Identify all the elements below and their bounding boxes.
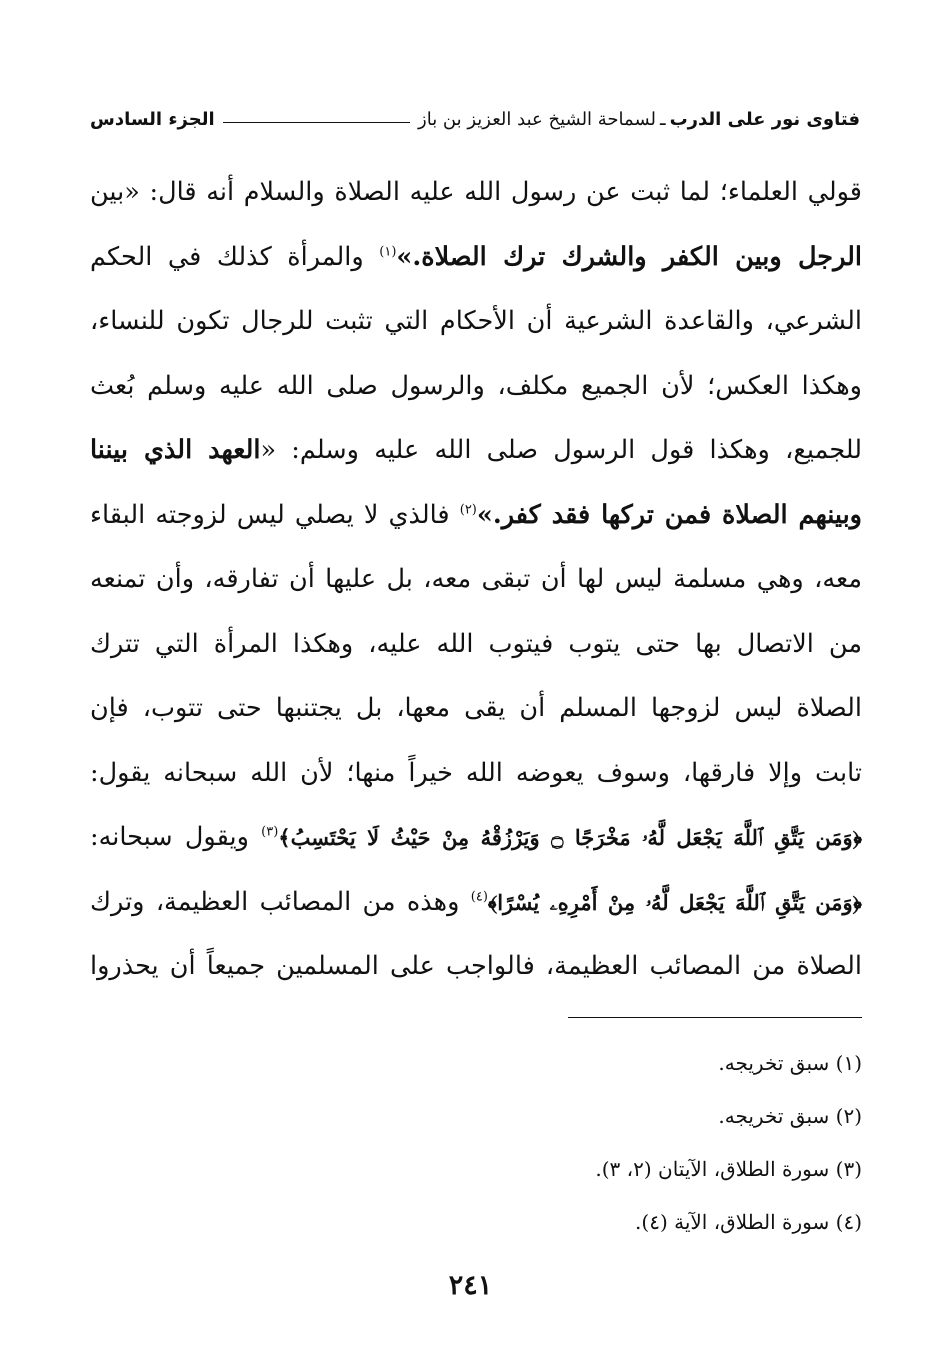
text-segment: فالذي لا يصلي ليس لزوجته البقاء — [90, 499, 460, 530]
footnote-ref-4: (٤) — [470, 889, 488, 904]
body-text — [90, 160, 862, 999]
footnote-ref-3: (٣) — [261, 824, 279, 840]
text-segment: والمرأة كذلك في الحكم — [90, 241, 380, 272]
author-name: لسماحة الشيخ عبد العزيز بن باز — [418, 108, 656, 130]
text-segment: للجميع، وهكذا قول الرسول صلى الله عليه وسلم: « — [260, 435, 863, 465]
hadith-quote: العهد الذي بيننا — [90, 435, 261, 465]
footnotes — [300, 1043, 862, 1255]
text-segment: ويقول سبحانه: — [90, 822, 262, 852]
footnote-4: (٤) سورة الطلاق، الآية (٤). — [635, 1210, 862, 1234]
text-line-8: من الاتصال بها حتى يتوب فيتوب الله عليه، وهكذا المرأة التي تترك — [90, 628, 862, 659]
text-line-6 — [90, 483, 862, 548]
text-line-13: الصلاة من المصائب العظيمة، فالواجب على المسلمين جميعاً أن يحذروا — [90, 951, 862, 981]
footnote-1: (١) سبق تخريجه. — [718, 1051, 862, 1075]
book-title: فتاوى نور على الدرب — [669, 108, 860, 130]
text-line-4: وهكذا العكس؛ لأن الجميع مكلف، والرسول صلى الله عليه وسلم بُعث — [90, 370, 862, 401]
text-line-3: الشرعي، والقاعدة الشرعية أن الأحكام التي تثبت للرجال تكون للنساء، — [90, 306, 862, 336]
footnote-ref-2: (٢) — [459, 502, 477, 517]
text-line-7: معه، وهي مسلمة ليس لها أن تبقى معه، بل عليها أن تفارقه، وأن تمنعه — [90, 564, 862, 594]
volume-label: الجزء السادس — [90, 108, 215, 130]
text-line-11 — [90, 805, 862, 870]
text-segment: وهذه من المصائب العظيمة، وترك — [90, 886, 471, 917]
text-line-10: تابت وإلا فارقها، وسوف يعوضه الله خيراً منها؛ لأن الله سبحانه يقول: — [90, 757, 862, 788]
text-line-2 — [90, 225, 862, 290]
footnote-ref-1: (١) — [379, 244, 397, 259]
text-line-5 — [90, 418, 862, 483]
header-rule — [223, 122, 410, 123]
header-separator: ـ — [660, 108, 666, 130]
hadith-quote: وبينهم الصلاة فمن تركها فقد كفر.» — [476, 499, 862, 530]
text-line-9: الصلاة ليس لزوجها المسلم أن يقى معها، بل يجتنبها حتى تتوب، فإن — [90, 693, 862, 723]
footnote-divider — [568, 1017, 862, 1018]
footnote-2: (٢) سبق تخريجه. — [718, 1104, 862, 1128]
text-line-1: قولي العلماء؛ لما ثبت عن رسول الله عليه الصلاة والسلام أنه قال: «بين — [90, 177, 862, 207]
text-line-12 — [90, 870, 862, 935]
hadith-quote: الرجل وبين الكفر والشرك ترك الصلاة.» — [396, 241, 862, 272]
running-header — [90, 108, 860, 130]
footnote-3: (٣) سورة الطلاق، الآيتان (٢، ٣). — [595, 1157, 862, 1181]
page-number: ٢٤١ — [448, 1270, 493, 1301]
quran-verse: ﴿وَمَن يَتَّقِ ٱللَّهَ يَجْعَل لَّهُۥ مِنْ أَمْرِهِۦ يُسْرًا﴾ — [487, 889, 862, 915]
quran-verse: ﴿وَمَن يَتَّقِ ٱللَّهَ يَجْعَل لَّهُۥ مَخْرَجًا ۝ وَيَرْزُقْهُ مِنْ حَيْثُ لَا يَحْتَسِبُ﴾ — [278, 825, 862, 850]
